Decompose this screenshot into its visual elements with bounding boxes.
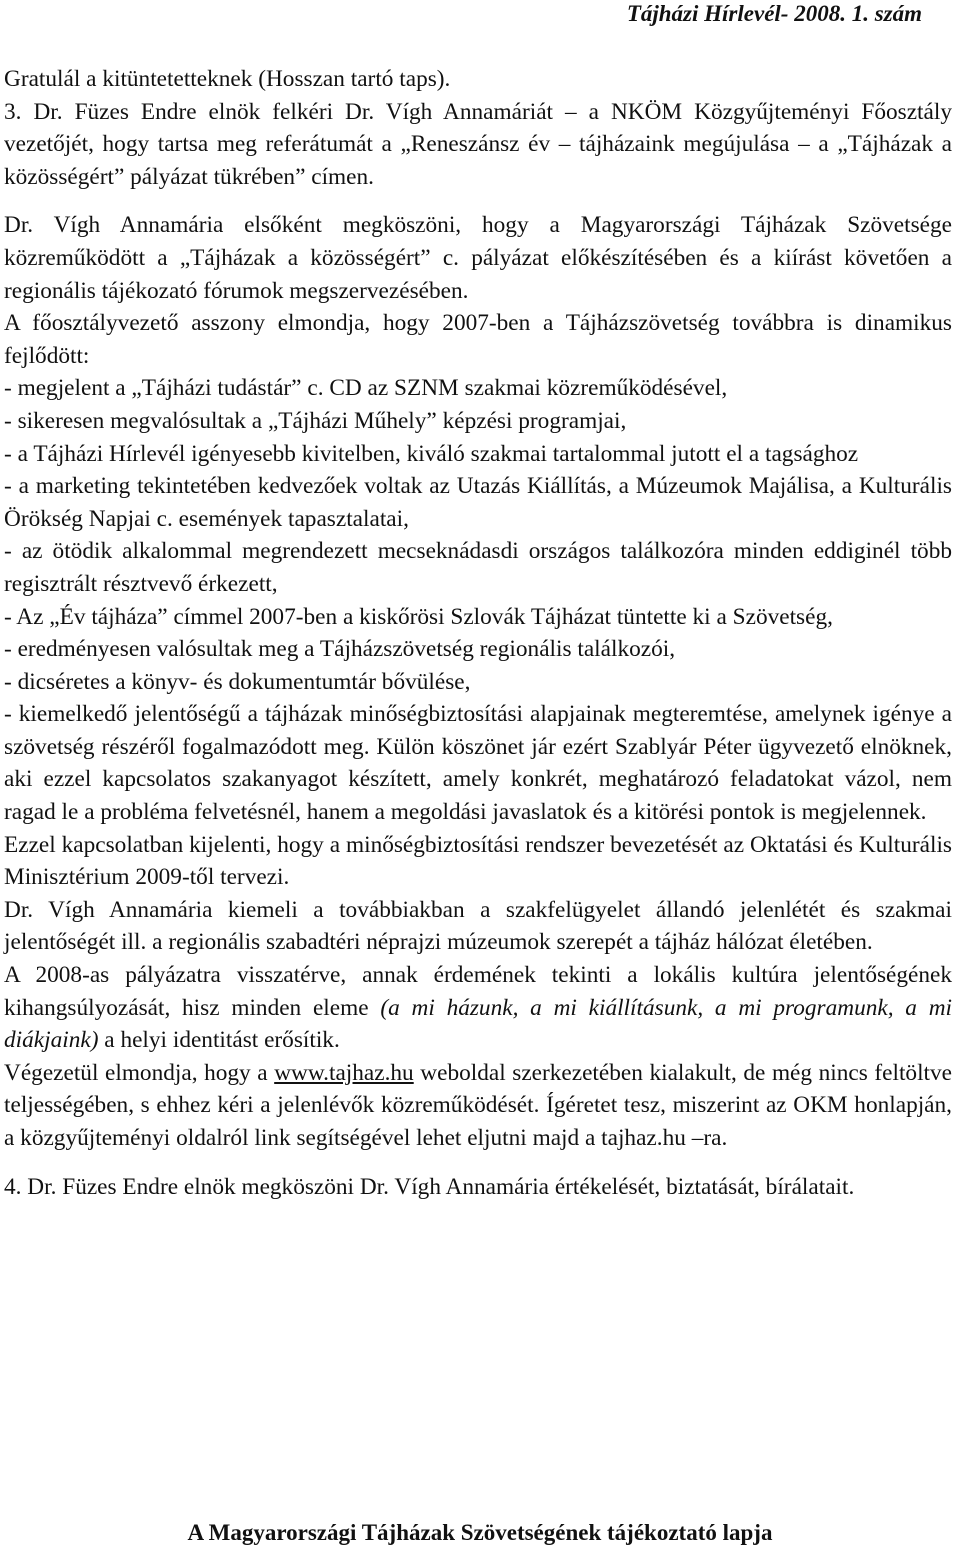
paragraph-development: A főosztályvezető asszony elmondja, hogy 2007-ben a Tájházszövetség továbbra is dinamikus fejlődött: bbox=[4, 310, 952, 369]
page-footer: A Magyarországi Tájházak Szövetségének tájékoztató lapja bbox=[187, 1520, 773, 1545]
paragraph-supervision: Dr. Vígh Annamária kiemeli a továbbiakban a szakfelügyelet állandó jelenlétét és szakmai jelentőségét ill. a regionális szabadtéri néprajzi múzeumok szerepét a tájház hálózat életében. bbox=[4, 896, 952, 956]
bullet-item: - az ötödik alkalommal megrendezett mecseknádasdi országos találkozóra minden eddiginél több regisztrált résztvevő érkezett, bbox=[4, 538, 952, 597]
paragraph-website-text: Végezetül elmondja, hogy a bbox=[4, 1059, 275, 1086]
paragraph-quality-system: Ezzel kapcsolatban kijelenti, hogy a minőségbiztosítási rendszer bevezetését az Oktatási és Kulturális Minisztérium 2009-től tervezi. bbox=[4, 831, 952, 891]
paragraph-2008-tender-end: a helyi identitást erősítik. bbox=[98, 1027, 340, 1054]
paragraph-agenda-4: 4. Dr. Füzes Endre elnök megköszöni Dr. Vígh Annamária értékelését, biztatását, bírálatait. bbox=[4, 1173, 855, 1200]
bullet-item: - a Tájházi Hírlevél igényesebb kivitelben, kiváló szakmai tartalommal jutott el a tagsághoz bbox=[4, 440, 859, 467]
paragraph-congratulation: Gratulál a kitüntetetteknek (Hosszan tartó taps). bbox=[4, 66, 451, 92]
paragraph-thanks: Dr. Vígh Annamária elsőként megköszöni, hogy a Magyarországi Tájházak Szövetsége közreműködött a „Tájházak a közösségért” c. pályázat előkészítésében és a kiírást követően a regionális tájékozató fórumok megszervezésében. bbox=[4, 212, 952, 304]
bullet-item: - Az „Év tájháza” címmel 2007-ben a kiskőrösi Szlovák Tájházat tüntette ki a Szövetség, bbox=[4, 603, 833, 630]
bullet-item: - sikeresen megvalósultak a „Tájházi Műhely” képzési programjai, bbox=[4, 407, 627, 434]
bullet-item: - eredményesen valósultak meg a Tájházszövetség regionális találkozói, bbox=[4, 636, 676, 663]
paragraph-website bbox=[4, 1057, 952, 1155]
document-body bbox=[4, 63, 952, 1203]
bullet-item: - a marketing tekintetében kedvezőek voltak az Utazás Kiállítás, a Múzeumok Majálisa, a Kulturális Örökség Napjai c. események tapasztalatai, bbox=[4, 473, 952, 532]
bullet-item: - kiemelkedő jelentőségű a tájházak minőségbiztosítási alapjainak megteremtése, amelynek igénye a szövetség részéről fogalmazódott meg. Külön köszönet jár ezért Szablyár Péter ügyvezető elnöknek, aki ezzel kapcsolatos szakanyagot készített, amely konkrét, meghatározó feladatokat vázol, nem ragad le a probléma felvetésnél, hanem a megoldási javaslatok és a kitörési pontok is megjelennek. bbox=[4, 701, 952, 826]
paragraph-website-end: weboldal szerkezetében kialakult, de még nincs feltöltve teljességében, s ehhez kéri a jelenlévők közreműködését. Ígéretet tesz, miszerint az OKM honlapján, a közgyűjteményi oldalról link segítségével lehet eljutni majd a tajhaz.hu –ra. bbox=[4, 1059, 952, 1151]
website-link[interactable]: www.tajhaz.hu bbox=[274, 1059, 414, 1086]
paragraph-2008-tender-italic: (a mi házunk, a mi kiállításunk, a mi programunk, a mi diákjaink) bbox=[4, 994, 952, 1054]
page-header-title: Tájházi Hírlevél- 2008. 1. szám bbox=[626, 1, 922, 26]
paragraph-2008-tender bbox=[4, 959, 952, 1057]
bullet-item: - megjelent a „Tájházi tudástár” c. CD az SZNM szakmai közreműködésével, bbox=[4, 375, 728, 402]
paragraph-2008-tender-text: A 2008-as pályázatra visszatérve, annak érdemének tekinti a lokális kultúra jelentőségének kihangsúlyozását, hisz minden eleme bbox=[4, 962, 952, 1021]
paragraph-agenda-3: 3. Dr. Füzes Endre elnök felkéri Dr. Vígh Annamáriát – a NKÖM Közgyűjteményi Főosztály vezetőjét, hogy tartsa meg referátumát a „Reneszánsz év – tájházaink megújulása – a „Tájházak a közösségért” pályázat tükrében” címen. bbox=[4, 98, 952, 190]
bullet-item: - dicséretes a könyv- és dokumentumtár bővülése, bbox=[4, 668, 471, 695]
